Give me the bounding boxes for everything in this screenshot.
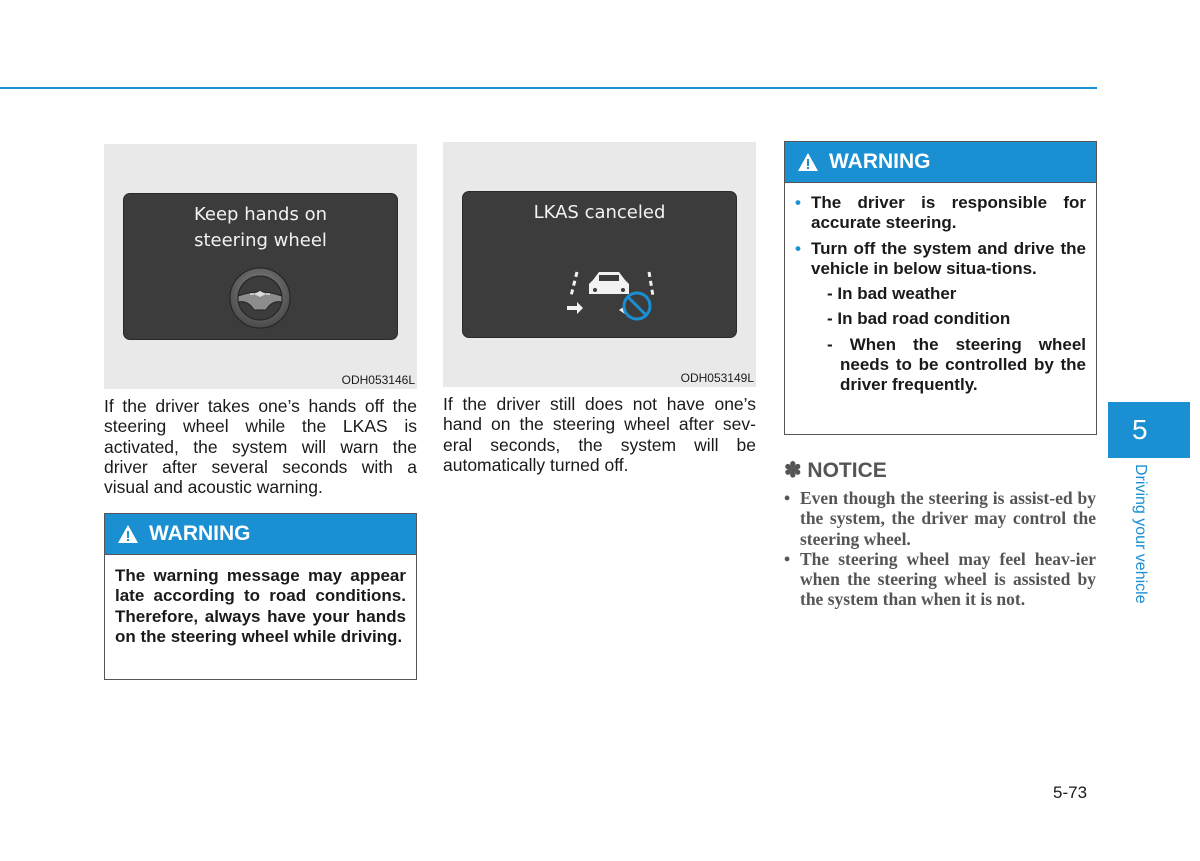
notice-title: ✽ NOTICE [784, 459, 887, 482]
notice-item: • Even though the steering is assist-ed by the system, the driver may control the steering wheel. [784, 488, 1096, 549]
display-line-1: Keep hands on [194, 204, 327, 225]
page-number: 5-73 [1053, 783, 1088, 802]
notice-item: • The steering wheel may feel heav-ier when the steering wheel is assisted by the system than when it is not. [784, 548, 1096, 610]
warning-title: WARNING [829, 150, 931, 173]
warning-item: • Turn off the system and drive the vehicle in below situa-tions. - In bad weather - In bad road condition - When the steering wheel needs to be controlled by the driver frequently. [795, 238, 1086, 395]
display-message [124, 202, 397, 254]
warning-sub-item: - In bad weather [827, 284, 957, 304]
notice-list [784, 488, 1096, 610]
display-line-2: steering wheel [194, 230, 327, 251]
warning-header [785, 142, 1096, 183]
display-message: LKAS canceled [533, 202, 666, 223]
figure-lkas-canceled [443, 142, 756, 387]
warning-title: WARNING [149, 522, 251, 545]
chapter-label-text: Driving your vehicle [1132, 464, 1149, 604]
steering-wheel-icon [228, 266, 292, 330]
warning-text: The warning message may appear late according to road conditions. Therefore, always have your hands on the steering wheel while driving. [115, 566, 406, 646]
warning-sub-item: - When the steering wheel needs to be controlled by the driver frequently. [827, 334, 1086, 395]
warning-header [105, 514, 416, 555]
warning-box-responsibility [784, 141, 1097, 435]
warning-box-message [104, 513, 417, 680]
warning-sub-list [811, 284, 1086, 395]
paragraph-hands-off: If the driver takes one’s hands off the steering wheel while the LKAS is activated, the system will warn the driver after several seconds with a visual and acoustic warning. [104, 396, 417, 498]
warning-triangle-icon [117, 524, 139, 544]
lkas-disabled-icon [563, 266, 659, 322]
top-rule [0, 87, 1097, 89]
warning-sub-item: - In bad road condition [827, 309, 1011, 329]
chapter-tab: 5 [1108, 402, 1190, 458]
warning-item: • The driver is responsible for accurate steering. [795, 193, 1086, 233]
cluster-display [124, 194, 397, 339]
figure-code: ODH053146L [341, 373, 415, 387]
chapter-label [1125, 464, 1149, 624]
figure-code: ODH053149L [680, 371, 754, 385]
figure-keep-hands [104, 144, 417, 389]
cluster-display [463, 192, 736, 337]
warning-triangle-icon [797, 152, 819, 172]
paragraph-auto-off: If the driver still does not have one’s hand on the steering wheel after sev-eral seconds, the system will be automatically turned off. [443, 394, 756, 475]
warning-content [785, 183, 1096, 396]
